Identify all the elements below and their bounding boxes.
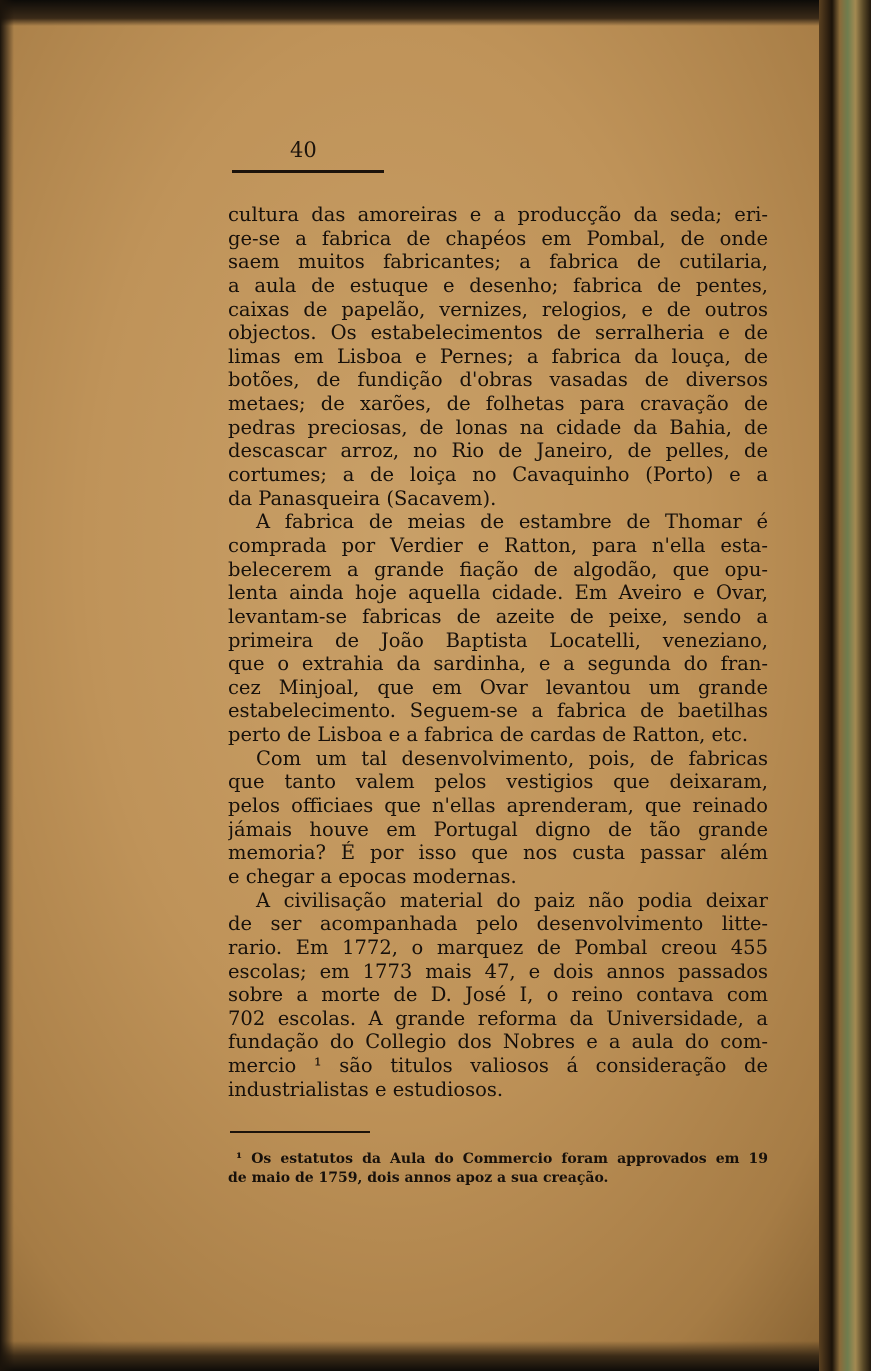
page-bottom-edge <box>0 1341 871 1371</box>
text-line: mercio ¹ são titulos valiosos á consideração de <box>228 1054 768 1078</box>
text-line: que tanto valem pelos vestigios que deixaram, <box>228 770 768 794</box>
text-line: A civilisação material do paiz não podia deixar <box>256 888 768 912</box>
footnote <box>228 1150 768 1188</box>
text-line: botões, de fundição d'obras vasadas de diversos <box>228 368 768 392</box>
text-line: objectos. Os estabelecimentos de serralheria e de <box>228 321 768 345</box>
text-line: que o extrahia da sardinha, e a segunda do fran- <box>228 652 768 676</box>
text-line: rario. Em 1772, o marquez de Pombal creou 455 <box>228 935 768 959</box>
text-line: sobre a morte de D. José I, o reino contava com <box>228 983 768 1007</box>
footnote-line: ¹ Os estatutos da Aula do Commercio foram approvados em 19 <box>236 1151 768 1167</box>
text-line: de ser acompanhada pelo desenvolvimento litte- <box>228 912 768 936</box>
main-text <box>228 203 768 1101</box>
text-line: metaes; de xarões, de folhetas para cravação de <box>228 392 768 416</box>
header-rule <box>232 170 384 173</box>
text-line: perto de Lisboa e a fabrica de cardas de Ratton, etc. <box>228 723 749 747</box>
text-line: primeira de João Baptista Locatelli, veneziano, <box>228 628 768 652</box>
text-line: belecerem a grande fiação de algodão, que opu- <box>228 557 768 581</box>
text-line: escolas; em 1773 mais 47, e dois annos passados <box>228 959 768 983</box>
text-line: saem muitos fabricantes; a fabrica de cutilaria, <box>228 250 768 274</box>
text-line: estabelecimento. Seguem-se a fabrica de baetilhas <box>228 699 768 723</box>
text-line: cultura das amoreiras e a producção da seda; eri- <box>228 203 768 226</box>
text-line: levantam-se fabricas de azeite de peixe, sendo a <box>228 604 768 628</box>
text-line: limas em Lisboa e Pernes; a fabrica da louça, de <box>228 344 768 368</box>
text-line: 702 escolas. A grande reforma da Universidade, a <box>228 1006 768 1030</box>
text-line: cez Minjoal, que em Ovar levantou um grande <box>228 675 768 699</box>
text-line: lenta ainda hoje aquella cidade. Em Aveiro e Ovar, <box>228 581 768 605</box>
footnote-rule <box>230 1131 370 1133</box>
text-line: pedras preciosas, de lonas na cidade da Bahia, de <box>228 415 768 439</box>
book-binding-edge <box>819 0 871 1371</box>
text-line: da Panasqueira (Sacavem). <box>228 486 497 510</box>
text-line: Com um tal desenvolvimento, pois, de fabricas <box>256 746 768 770</box>
text-line: fundação do Collegio dos Nobres e a aula do com- <box>228 1030 768 1054</box>
text-line: pelos officiaes que n'ellas aprenderam, que reinado <box>228 794 768 818</box>
footnote-line: de maio de 1759, dois annos apoz a sua creação. <box>228 1170 609 1186</box>
text-line: ge-se a fabrica de chapéos em Pombal, de onde <box>228 226 768 250</box>
page-top-edge <box>0 0 871 26</box>
page-number: 40 <box>290 138 317 162</box>
text-line: comprada por Verdier e Ratton, para n'ella esta- <box>228 533 768 557</box>
text-line: A fabrica de meias de estambre de Thomar é <box>256 510 768 534</box>
text-line: jámais houve em Portugal digno de tão grande <box>228 817 768 841</box>
text-line: caixas de papelão, vernizes, relogios, e de outros <box>228 297 768 321</box>
text-line: a aula de estuque e desenho; fabrica de pentes, <box>228 273 768 297</box>
text-line: cortumes; a de loiça no Cavaquinho (Porto) e a <box>228 463 768 487</box>
text-line: e chegar a epocas modernas. <box>228 864 517 888</box>
text-line: descascar arroz, no Rio de Janeiro, de pelles, de <box>228 439 768 463</box>
text-line: memoria? É por isso que nos custa passar além <box>228 841 768 865</box>
text-line: industrialistas e estudiosos. <box>228 1077 504 1101</box>
page-left-edge <box>0 0 14 1371</box>
